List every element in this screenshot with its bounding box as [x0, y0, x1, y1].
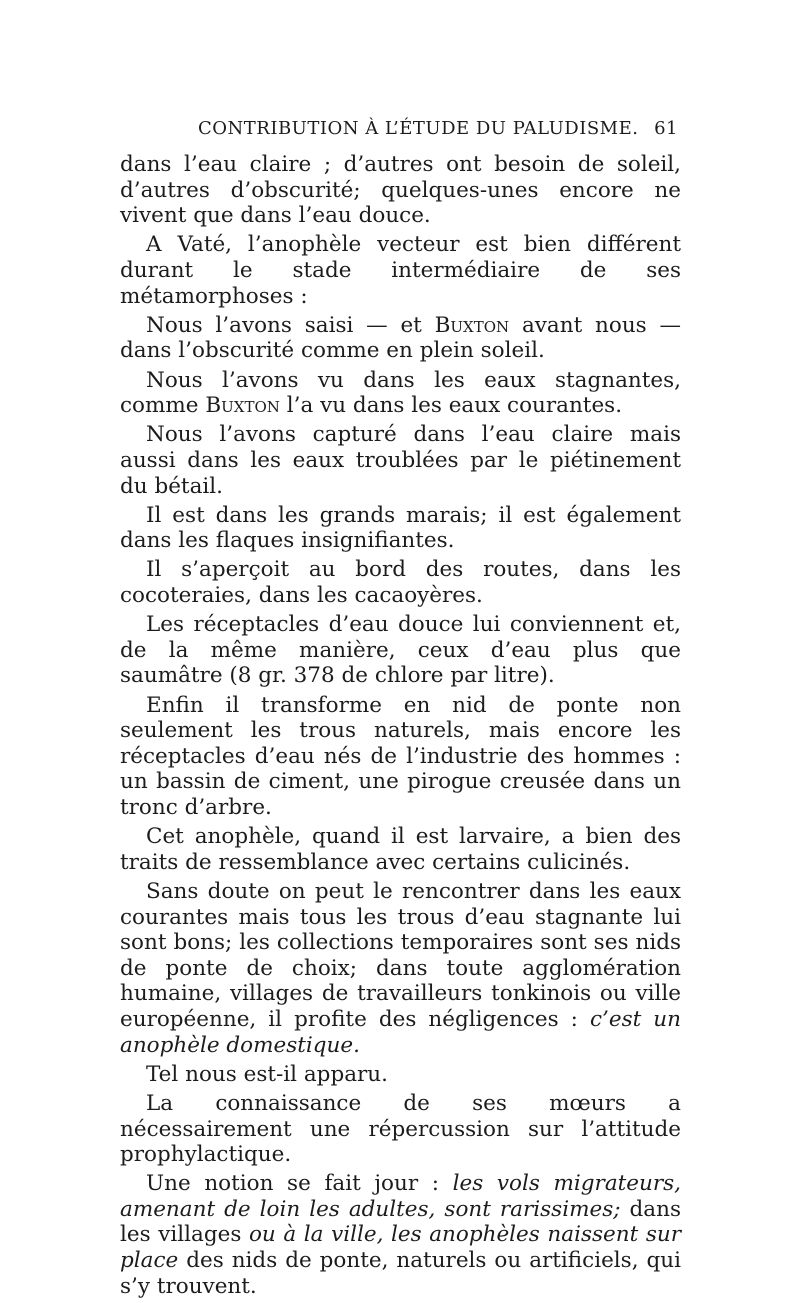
paragraph: La connaissance de ses mœurs a nécessairement une répercussion sur l’attitude prophylactique.: [120, 1090, 681, 1168]
paragraph: [120, 313, 681, 364]
paragraph: Nous l’avons capturé dans l’eau claire mais aussi dans les eaux troublées par le piétinement du bétail.: [120, 422, 681, 499]
paragraph: [120, 368, 681, 419]
body-text: [120, 152, 681, 1303]
author-name: Buxton: [434, 312, 510, 338]
italic-phrase: ou à la ville, les anophèles naissent sur place: [120, 1222, 681, 1274]
paragraph: Les réceptacles d’eau douce lui conviennent et, de la même manière, ceux d’eau plus que saumâtre (8 gr. 378 de chlore par litre).: [120, 612, 681, 689]
paragraph: A Vaté, l’anophèle vecteur est bien différent durant le stade intermédiaire de ses métamorphoses :: [120, 232, 681, 309]
paragraph: Cet anophèle, quand il est larvaire, a bien des traits de ressemblance avec certains culicinés.: [120, 824, 681, 875]
text-run: Nous l’avons vu dans les eaux stagnantes, comme: [120, 367, 681, 419]
paragraph: Enfin il transforme en nid de ponte non seulement les trous naturels, mais encore les réceptacles d’eau nés de l’industrie des hommes : un bassin de ciment, une pirogue creusée dans un tronc d’arbre.: [120, 692, 681, 820]
text-run: Sans doute on peut le rencontrer dans les eaux courantes mais tous les trous d’eau stagnante lui sont bons; les collections temporaires sont ses nids de ponte de choix; dans toute agglomération humaine, villages de travailleurs tonkinois ou ville européenne, il profite des négligences :: [120, 878, 681, 1032]
text-run: avant nous — dans l’obscurité comme en plein soleil.: [120, 312, 681, 364]
paragraph: Il s’aperçoit au bord des routes, dans les cocoteraies, dans les cacaoyères.: [120, 557, 681, 609]
paragraph: [120, 1171, 681, 1299]
text-run: Nous l’avons saisi — et: [146, 312, 422, 338]
italic-phrase: les vols migrateurs, amenant de loin les adultes, sont rarissimes;: [120, 1171, 681, 1222]
running-header: [120, 118, 678, 139]
author-name: Buxton: [205, 393, 280, 419]
running-title: CONTRIBUTION À L’ÉTUDE DU PALUDISME.: [198, 118, 639, 139]
text-run: l’a vu dans les eaux courantes.: [286, 393, 623, 419]
paragraph: [120, 879, 681, 1058]
paragraph: Tel nous est-il apparu.: [146, 1061, 388, 1087]
paragraph-continued: dans l’eau claire ; d’autres ont besoin de soleil, d’autres d’obscurité; quelques-unes encore ne vivent que dans l’eau douce.: [120, 152, 681, 229]
text-run: Une notion se fait jour :: [146, 1171, 439, 1197]
italic-phrase: c’est un anophèle domestique.: [120, 1006, 681, 1058]
paragraph: Il est dans les grands marais; il est également dans les flaques insignifiantes.: [120, 502, 681, 554]
text-run: des nids de ponte, naturels ou artificiels, qui s’y trouvent.: [120, 1248, 681, 1299]
text-run: dans les villages: [120, 1196, 681, 1248]
page-number: 61: [654, 118, 678, 139]
